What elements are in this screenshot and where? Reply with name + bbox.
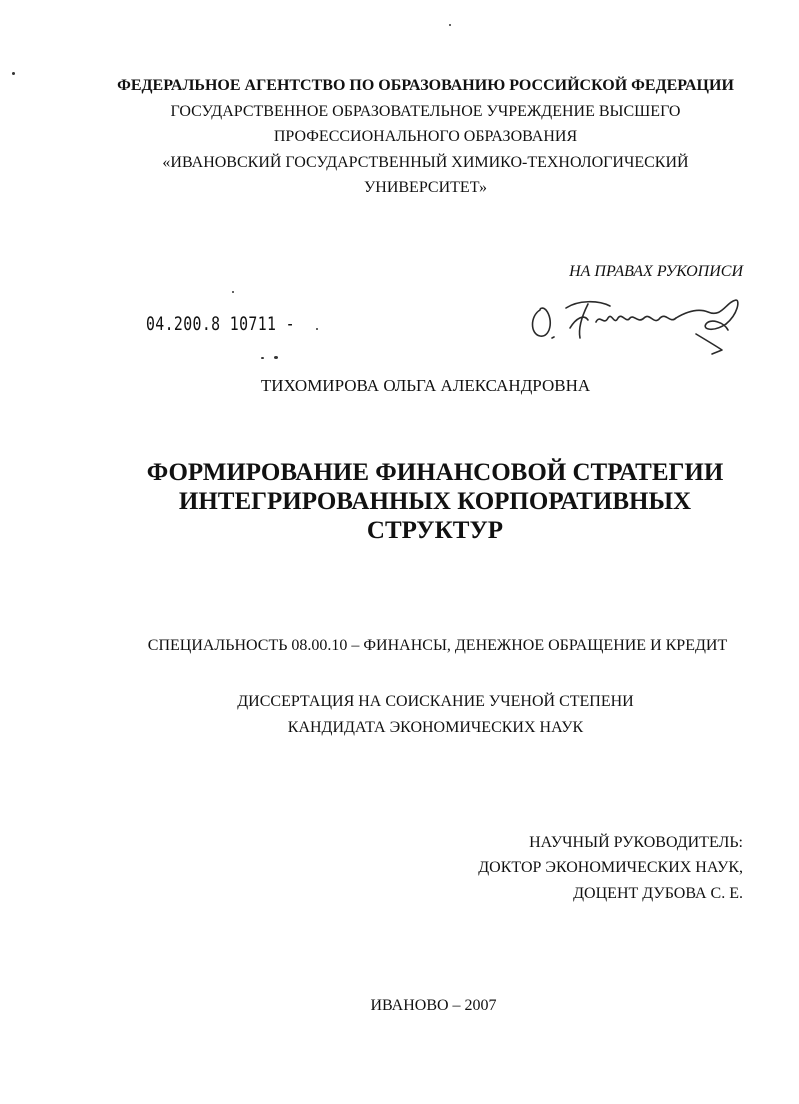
supervisor-name: ДОЦЕНТ ДУБОВА С. Е. bbox=[573, 885, 743, 902]
thesis-title-line-3: СТРУКТУР bbox=[366, 517, 504, 544]
university-line-2: УНИВЕРСИТЕТ» bbox=[363, 179, 488, 196]
manuscript-note: НА ПРАВАХ РУКОПИСИ bbox=[569, 263, 743, 280]
scan-speck bbox=[12, 72, 15, 75]
thesis-title-line-2: ИНТЕГРИРОВАННЫХ КОРПОРАТИВНЫХ bbox=[178, 488, 692, 515]
scan-speck bbox=[274, 356, 278, 359]
scan-speck bbox=[232, 291, 234, 293]
thesis-title-line-1: ФОРМИРОВАНИЕ ФИНАНСОВОЙ СТРАТЕГИИ bbox=[146, 459, 724, 486]
agency-name: ФЕДЕРАЛЬНОЕ АГЕНТСТВО ПО ОБРАЗОВАНИЮ РОССИЙСКОЙ ФЕДЕРАЦИИ bbox=[117, 77, 734, 94]
scan-speck bbox=[261, 357, 264, 359]
institution-line-1: ГОСУДАРСТВЕННОЕ ОБРАЗОВАТЕЛЬНОЕ УЧРЕЖДЕНИЕ ВЫСШЕГО bbox=[170, 103, 681, 120]
supervisor-label: НАУЧНЫЙ РУКОВОДИТЕЛЬ: bbox=[529, 834, 743, 851]
university-line-1: «ИВАНОВСКИЙ ГОСУДАРСТВЕННЫЙ ХИМИКО-ТЕХНОЛОГИЧЕСКИЙ bbox=[162, 154, 689, 171]
scan-speck bbox=[316, 328, 318, 330]
archive-code: 04.200.8 10711 - bbox=[146, 313, 296, 335]
author-name: ТИХОМИРОВА ОЛЬГА АЛЕКСАНДРОВНА bbox=[260, 376, 591, 395]
dissertation-line-1: ДИССЕРТАЦИЯ НА СОИСКАНИЕ УЧЕНОЙ СТЕПЕНИ bbox=[237, 693, 634, 710]
scan-speck bbox=[449, 24, 451, 26]
dissertation-line-2: КАНДИДАТА ЭКОНОМИЧЕСКИХ НАУК bbox=[287, 719, 584, 736]
city-year: ИВАНОВО – 2007 bbox=[370, 997, 497, 1014]
institution-line-2: ПРОФЕССИОНАЛЬНОГО ОБРАЗОВАНИЯ bbox=[273, 128, 578, 145]
signature-image bbox=[526, 288, 746, 358]
supervisor-degree: ДОКТОР ЭКОНОМИЧЕСКИХ НАУК, bbox=[478, 859, 743, 876]
specialty: СПЕЦИАЛЬНОСТЬ 08.00.10 – ФИНАНСЫ, ДЕНЕЖНОЕ ОБРАЩЕНИЕ И КРЕДИТ bbox=[147, 637, 728, 654]
